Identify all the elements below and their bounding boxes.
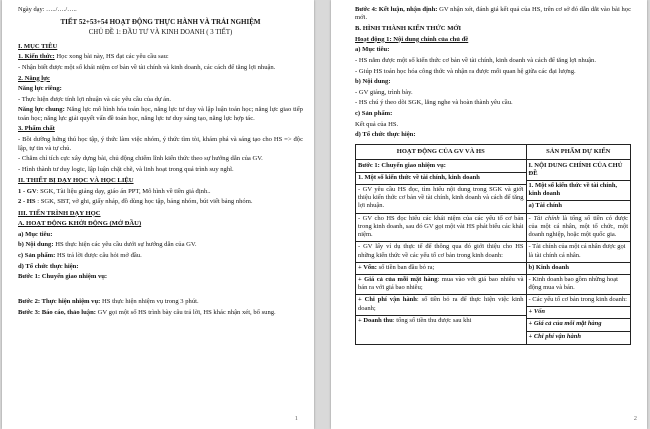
finance-term: - Tài chính [528, 214, 560, 222]
price-label: + Giá cả của mỗi mặt hàng [358, 275, 438, 283]
content-item-1: - GV giảng, trình bày. [355, 88, 413, 96]
operating-cost-text: : số tiền bỏ ra để thực hiện việc kinh doanh; [358, 296, 524, 312]
table-step-1: Bước 1: Chuyển giao nhiệm vụ: [358, 161, 446, 169]
product-label: c) Sản phẩm: [355, 110, 393, 118]
table-paragraph-1: - GV yêu cầu HS đọc, tìm hiểu nội dung trong SGK và giới thiệu kiến thức cơ bản về tài chính, kinh doanh và cách để tăng lợi nhuận. [358, 185, 524, 210]
organize-label: d) Tổ chức thực hiện: [355, 131, 416, 139]
table-row [356, 160, 631, 345]
step-4-text: GV nhận xét, đánh giá kết quả của HS, trên cơ sở đó dẫn dắt vào bài học mới. [355, 6, 632, 22]
step-3-text: GV gọi một số HS trình bày câu trả lời, HS khác nhận xét, bổ sung. [95, 308, 276, 316]
page-number: 2 [633, 414, 637, 422]
business-definition: - Kinh doanh bao gồm những hoạt động mua và bán. [528, 275, 618, 292]
qualities-heading: 3. Phẩm chất [18, 125, 55, 133]
step-2 [18, 298, 303, 306]
general-competency-label: Năng lực chung: [18, 106, 65, 114]
table-header-row [356, 144, 631, 159]
page-1-content [18, 6, 303, 319]
section-equipment-heading: II. THIẾT BỊ DẠY HỌC VÀ HỌC LIỆU [18, 177, 134, 185]
step-4-label: Bước 4: Kết luận, nhận định: [355, 6, 438, 13]
content-label: b) Nội dung: [355, 78, 391, 86]
activity-a-content-label: b) Nội dung: [18, 241, 54, 249]
capital-label: + Vốn: [358, 263, 377, 271]
table-task-title: 1. Một số kiến thức về tài chính, kinh doanh [358, 173, 480, 181]
table-header-activities: HOẠT ĐỘNG CỦA GV VÀ HS [356, 144, 527, 159]
document-page-2 [331, 0, 647, 429]
activity-a-content-text: HS thực hiện các yêu cầu dưới sự hướng dẫn của GV. [53, 241, 197, 249]
activity-a-product [18, 252, 303, 260]
competency-heading: 2. Năng lực [18, 74, 50, 82]
step-2-text: HS thực hiện nhiệm vụ trong 3 phút. [100, 297, 199, 305]
activity-a-product-text: HS trả lời được câu hỏi mở đầu. [55, 252, 142, 260]
teacher-text: : SGK, Tài liệu giảng dạy, giáo án PPT, Mô hình về tiền giả định.. [36, 187, 211, 195]
factor-capital: + Vốn [528, 308, 546, 316]
factor-price: + Giá cả của mỗi mặt hàng [528, 320, 602, 328]
teacher-label: 1 - GV [18, 187, 37, 195]
table-paragraph-2: - GV cho HS đọc hiểu các khái niệm của các yếu tố cơ bản trong kinh doanh, sau đó GV gọi một vài HS phát biểu các khái niệm. [358, 214, 524, 239]
objective-item-2: - Giúp HS toán học hóa công thức và nhận ra được mối quan hệ giữa các đại lượng. [355, 67, 576, 75]
specific-competency-item: - Thực hiện được tính lợi nhuận và các yêu cầu của dự án. [18, 95, 172, 103]
activity-1-heading: Hoạt động 1: Nội dung chính của chủ đề [355, 35, 469, 43]
student-label: 2 - HS [18, 198, 36, 206]
step-3-label: Bước 3: Báo cáo, thảo luận: [18, 308, 96, 316]
knowledge-item: - Nhận biết được một số khái niệm cơ bản về tài chính và kinh doanh, các cách để tăng lợi nhuận. [18, 63, 276, 71]
student-text: : SGK, SBT, vở ghi, giấy nháp, đồ dùng học tập, bảng nhóm, bút viết bảng nhóm. [35, 198, 253, 206]
lesson-plan-table [355, 144, 631, 345]
quality-item-2: - Chăm chỉ tích cực xây dựng bài, chủ động chiếm lĩnh kiến thức theo sự hướng dẫn của GV. [18, 155, 263, 163]
page-number: 1 [294, 414, 298, 422]
products-cell [526, 160, 631, 345]
lesson-title: TIẾT 52+53+54 HOẠT ĐỘNG THỰC HÀNH VÀ TRẢI NGHIỆM [60, 18, 261, 27]
content-item-2: - HS chú ý theo dõi SGK, lắng nghe và hoàn thành yêu cầu. [355, 99, 513, 107]
revenue-label: + Doanh thu [358, 316, 393, 324]
general-competency [18, 106, 303, 123]
teacher-materials [18, 188, 303, 196]
factor-operating-cost: + Chi phí vận hành [528, 332, 581, 340]
specific-competency-label: Năng lực riêng: [18, 85, 62, 93]
topic-subtitle: CHỦ ĐỀ 1: ĐẦU TƯ VÀ KINH DOANH ( 3 TIẾT) [88, 29, 233, 37]
product-text: Kết quả của HS. [355, 120, 399, 128]
finance-definition-text: là tổng số tiền có được của một cá nhân, một tổ chức, một doanh nghiệp, hoặc một quốc gia. [528, 214, 628, 239]
activity-a-organize-label: d) Tổ chức thực hiện: [18, 262, 79, 270]
price-text: : mua vào với giá bao nhiêu và bán ra với giá bao nhiêu; [358, 275, 524, 292]
knowledge-text: Học xong bài này, HS đạt các yêu cầu sau: [54, 53, 169, 61]
document-page-1 [2, 0, 314, 429]
table-operating-cost [358, 296, 524, 313]
finance-subheading: 1. Một số kiến thức về tài chính, kinh doanh [528, 181, 618, 198]
table-price [358, 276, 524, 293]
objective-label: a) Mục tiêu: [355, 46, 390, 54]
section-process-heading: III. TIẾN TRÌNH DẠY HỌC [18, 209, 101, 217]
knowledge-line [18, 53, 303, 61]
step-3 [18, 309, 303, 317]
section-objectives-heading: I. MỤC TIÊU [18, 42, 58, 50]
table-paragraph-3: - GV lấy ví dụ thực tế để thông qua đó giới thiệu cho HS những kiến thức về các yếu tố cơ bản trong kinh doanh: [358, 243, 524, 259]
personal-finance: - Tài chính của một cá nhân được gọi là tài chính cá nhân. [528, 243, 626, 259]
quality-item-3: - Hình thành tư duy logic, lập luận chặt chẽ, và linh hoạt trong quá trình suy nghĩ. [18, 165, 234, 173]
revenue-text: : tổng số tiền thu được sau khi [392, 316, 472, 324]
activity-a-objective-label: a) Mục tiêu: [18, 230, 53, 238]
main-content-heading: I. NỘI DUNG CHÍNH CỦA CHỦ ĐỀ [528, 161, 623, 177]
activity-a-heading: A. HOẠT ĐỘNG KHỞI ĐỘNG (MỞ ĐẦU) [18, 220, 142, 228]
business-b-heading: b) Kinh doanh [528, 263, 569, 271]
activity-b-heading: B. HÌNH THÀNH KIẾN THỨC MỚI [355, 25, 462, 33]
activities-cell [356, 160, 527, 345]
student-materials [18, 198, 303, 206]
table-capital [358, 264, 524, 272]
finance-a-heading: a) Tài chính [528, 202, 562, 210]
table-header-products: SẢN PHẨM DỰ KIẾN [526, 144, 631, 159]
quality-item-1: - Bồi dưỡng hứng thú học tập, ý thức làm việc nhóm, ý thức tìm tòi, khám phá và sáng tạo cho HS => độc lập, tự tin và tự chủ. [18, 136, 303, 152]
business-factors: - Các yếu tố cơ bản trong kinh doanh: [528, 296, 627, 304]
step-2-label: Bước 2: Thực hiện nhiệm vụ: [18, 297, 101, 305]
finance-definition [529, 215, 629, 240]
step-4 [355, 6, 631, 23]
page-2-content [355, 6, 631, 345]
objective-item-1: - HS nắm được một số kiến thức cơ bản về tài chính, kinh doanh và cách để tăng lợi nhuận. [355, 56, 597, 64]
teaching-date: Ngày dạy: …../…./….. [18, 6, 77, 13]
capital-text: số tiền ban đầu bỏ ra; [376, 263, 435, 271]
operating-cost-label: + Chi phí vận hành [358, 296, 417, 304]
table-revenue [358, 317, 524, 325]
step-1-label: Bước 1: Chuyển giao nhiệm vụ: [18, 273, 108, 281]
activity-a-content [18, 241, 303, 249]
knowledge-label: 1. Kiến thức: [18, 53, 55, 61]
activity-a-product-label: c) Sản phẩm: [18, 252, 56, 260]
general-competency-text: Năng lực mô hình hóa toán học, năng lực tư duy và lập luận toán học; năng lực giao tiếp toán học; năng lực giải quyết vấn đề toán học, năng lực tư duy sáng tạo, năng lực hợp tác. [18, 106, 303, 122]
